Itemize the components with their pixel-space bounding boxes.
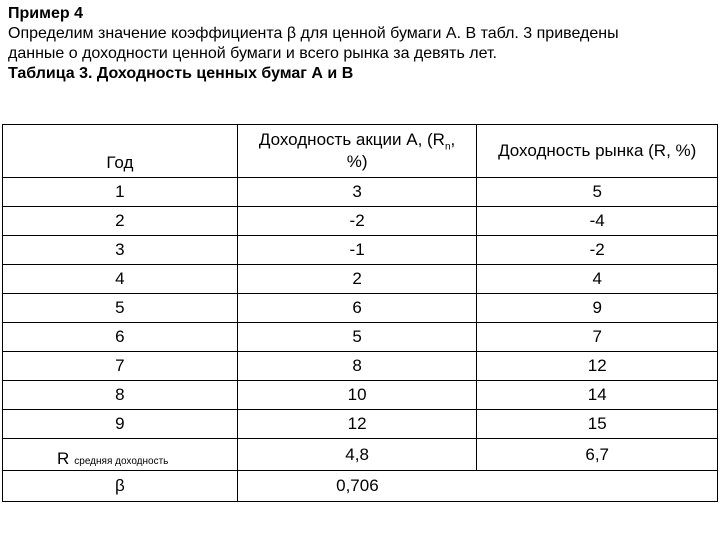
average-stock-cell: 4,8	[237, 439, 477, 471]
average-label-cell	[3, 439, 238, 471]
intro-line-1: Определим значение коэффициента β для ценной бумаги А. В табл. 3 приведены	[8, 25, 619, 42]
beta-label-cell: β	[3, 471, 238, 502]
market-return-cell: 15	[477, 410, 718, 439]
stock-return-cell: 2	[237, 265, 477, 294]
average-label-subscript: средняя доходность	[74, 456, 169, 467]
year-cell: 6	[3, 323, 238, 352]
returns-table	[2, 124, 718, 502]
market-return-cell: 4	[477, 265, 718, 294]
header-market-return: Доходность рынка (R, %)	[477, 125, 718, 178]
table-row	[3, 207, 718, 236]
table-row	[3, 236, 718, 265]
stock-return-cell: -1	[237, 236, 477, 265]
intro-line-2: данные о доходности ценной бумаги и всего рынка за девять лет.	[8, 45, 497, 62]
header-stock-subscript: n	[444, 141, 451, 153]
table-title: Таблица 3. Доходность ценных бумаг А и В	[8, 65, 354, 82]
intro-text	[8, 4, 712, 84]
market-return-cell: 7	[477, 323, 718, 352]
average-market-cell: 6,7	[477, 439, 718, 471]
year-cell: 8	[3, 381, 238, 410]
market-return-cell: 5	[477, 178, 718, 207]
beta-value: 0,706	[336, 476, 379, 495]
market-return-cell: 9	[477, 294, 718, 323]
market-return-cell: 12	[477, 352, 718, 381]
average-return-row	[3, 439, 718, 471]
table-row	[3, 178, 718, 207]
market-return-cell: 14	[477, 381, 718, 410]
header-stock-return	[237, 125, 477, 178]
year-cell: 5	[3, 294, 238, 323]
stock-return-cell: 10	[237, 381, 477, 410]
average-label: R	[57, 449, 70, 468]
year-cell: 3	[3, 236, 238, 265]
beta-row	[3, 471, 718, 502]
table-row	[3, 381, 718, 410]
table-header-row	[3, 125, 718, 178]
stock-return-cell: 8	[237, 352, 477, 381]
year-cell: 4	[3, 265, 238, 294]
stock-return-cell: -2	[237, 207, 477, 236]
table-row	[3, 265, 718, 294]
stock-return-cell: 12	[237, 410, 477, 439]
stock-return-cell: 5	[237, 323, 477, 352]
stock-return-cell: 3	[237, 178, 477, 207]
table-row	[3, 294, 718, 323]
header-stock-unit: %)	[346, 152, 368, 172]
table-row	[3, 323, 718, 352]
year-cell: 1	[3, 178, 238, 207]
year-cell: 9	[3, 410, 238, 439]
year-cell: 7	[3, 352, 238, 381]
table-row	[3, 410, 718, 439]
market-return-cell: -2	[477, 236, 718, 265]
table-row	[3, 352, 718, 381]
beta-value-cell	[237, 471, 717, 502]
year-cell: 2	[3, 207, 238, 236]
stock-return-cell: 6	[237, 294, 477, 323]
example-heading: Пример 4	[8, 5, 83, 22]
header-stock-comma: ,	[450, 129, 456, 149]
market-return-cell: -4	[477, 207, 718, 236]
header-stock-text: Доходность акции А, (R	[258, 129, 445, 149]
header-year: Год	[3, 125, 238, 178]
